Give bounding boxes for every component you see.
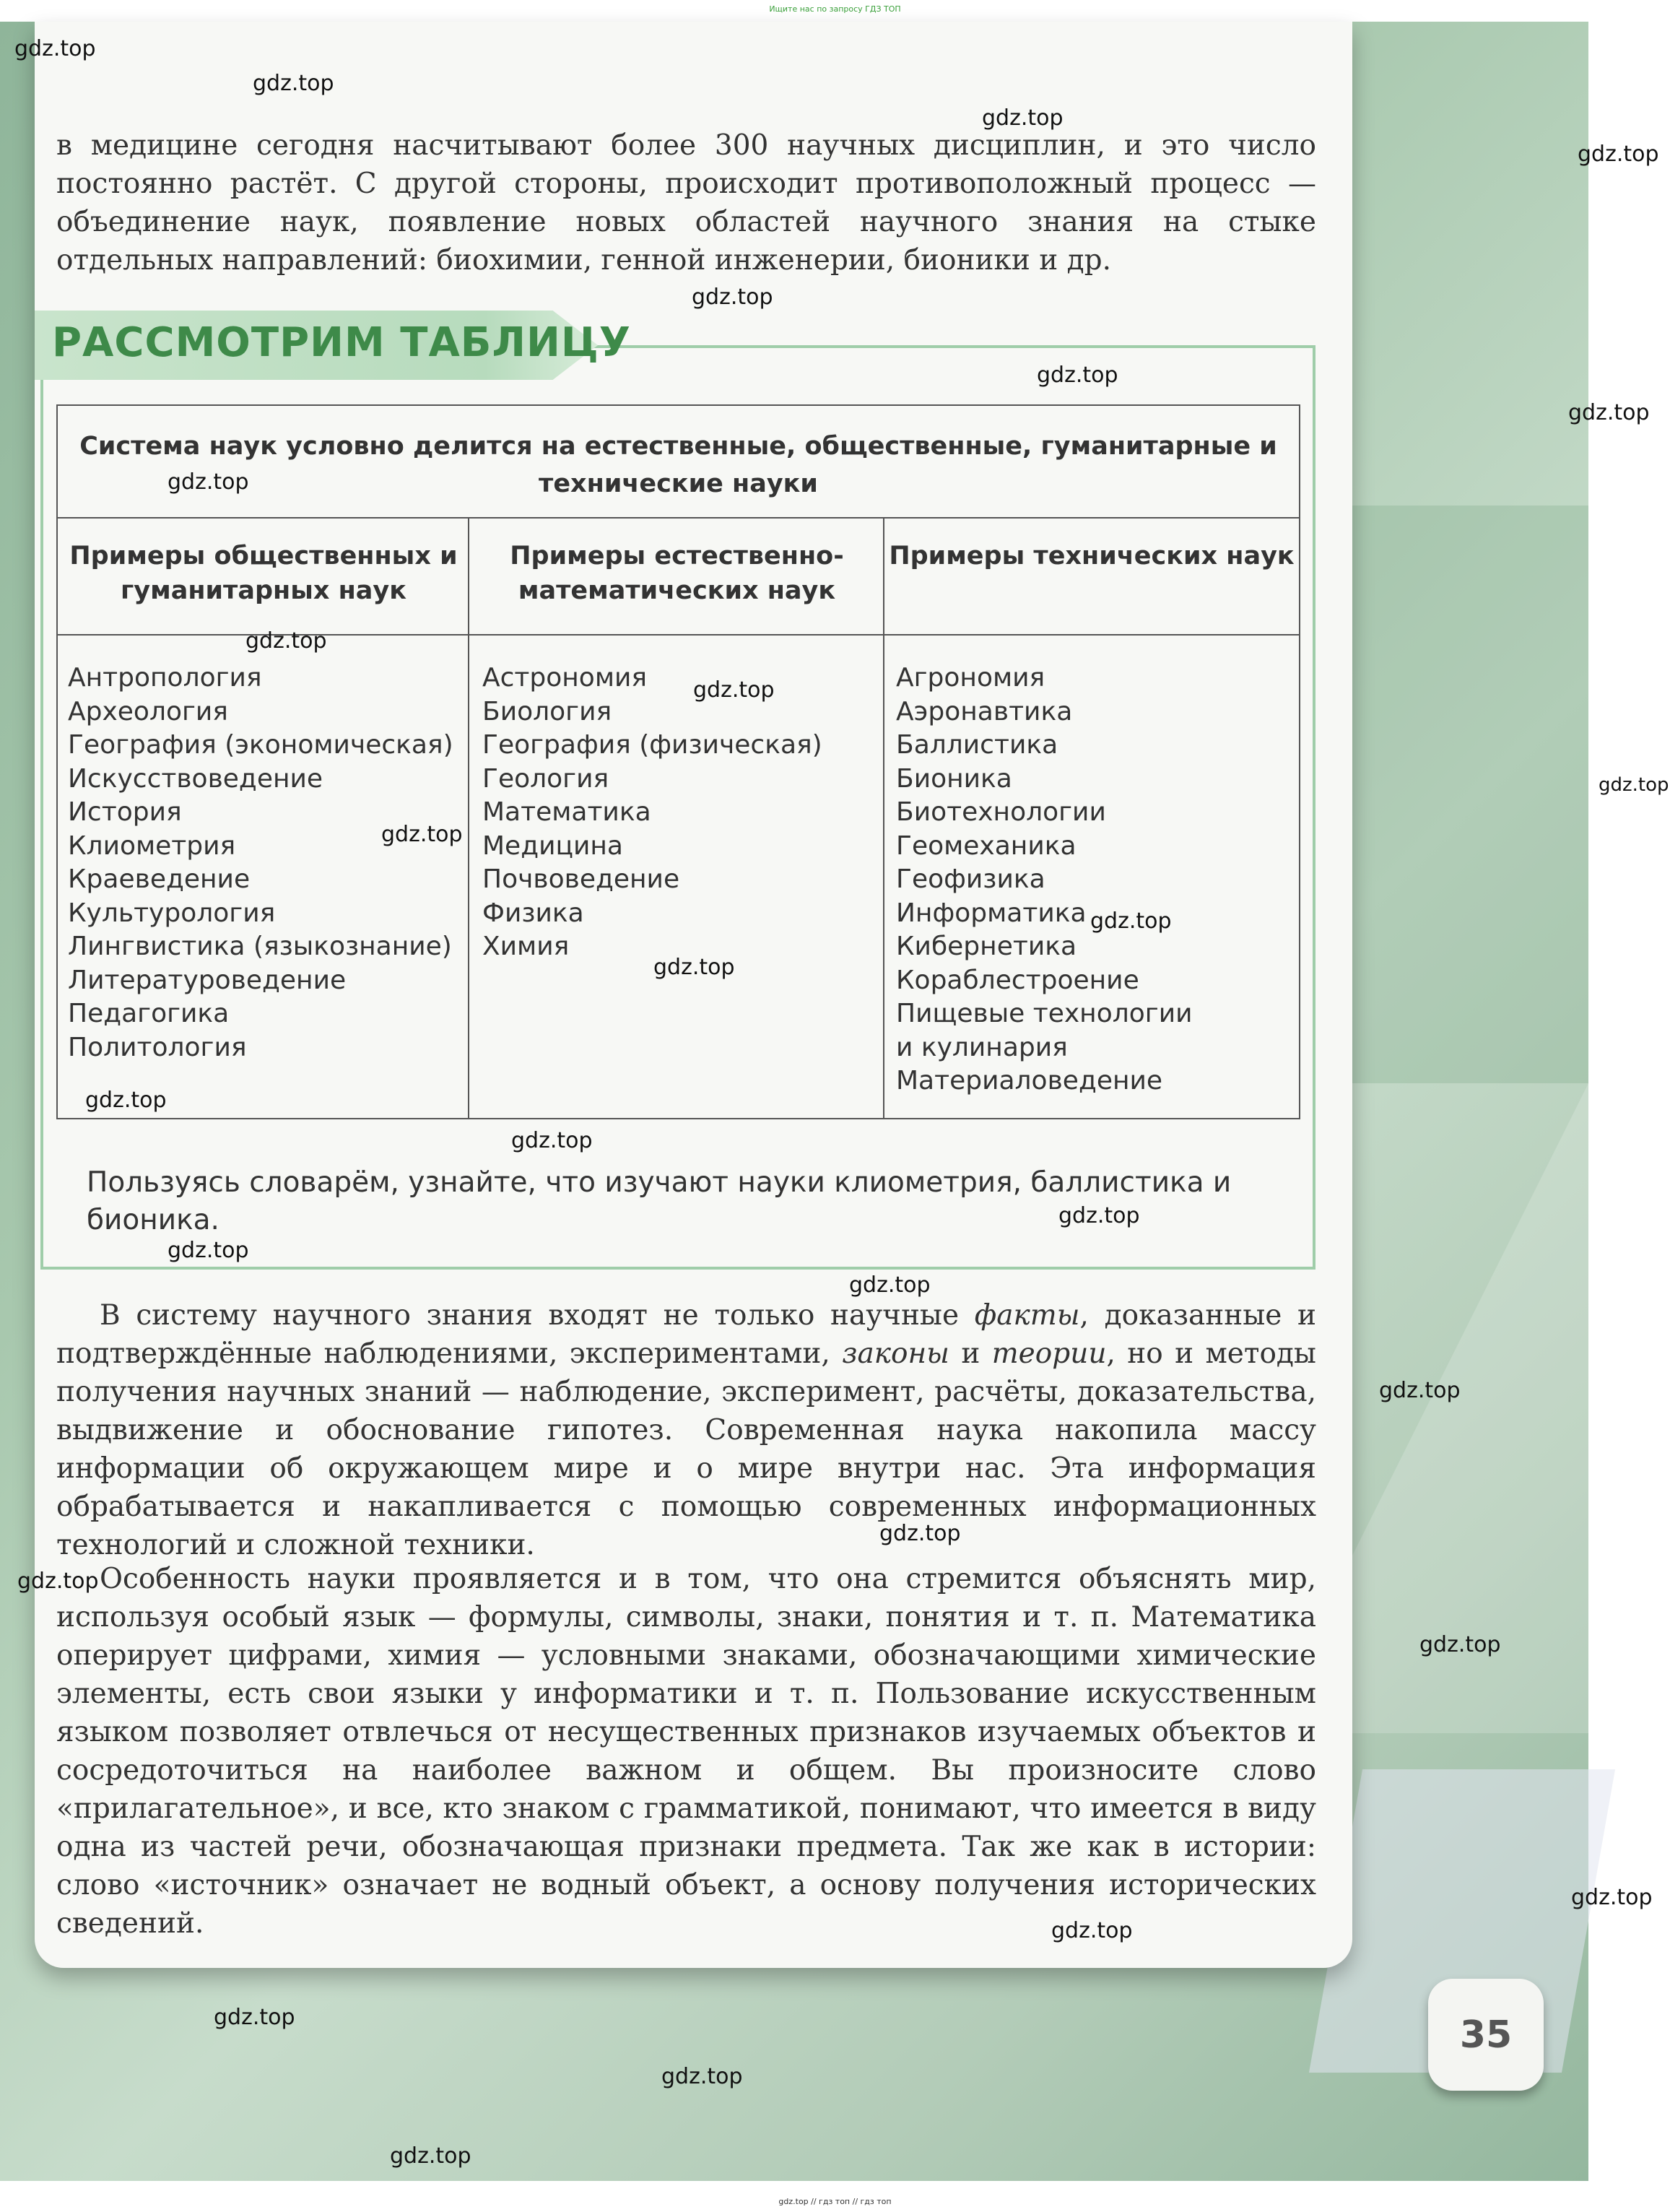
science-item: Баллистика xyxy=(896,730,1058,760)
column-header-social-humanities: Примеры общественных и гуманитарных наук xyxy=(58,519,469,636)
watermark: gdz.top xyxy=(1037,363,1118,388)
paragraph-science-knowledge xyxy=(56,1296,1316,1564)
watermark: gdz.top xyxy=(1090,908,1172,934)
science-item: Информатика xyxy=(896,898,1087,928)
science-list xyxy=(896,662,1299,1098)
watermark: gdz.top xyxy=(692,285,773,310)
watermark: gdz.top xyxy=(381,822,463,847)
table-header: Система наук условно делится на естественные, общественные, гуманитарные и технические науки xyxy=(58,406,1299,519)
watermark: gdz.top xyxy=(214,2005,295,2030)
science-item: География (физическая) xyxy=(482,730,822,760)
science-item: Клиометрия xyxy=(68,830,236,861)
watermark: gdz.top xyxy=(661,2064,743,2089)
watermark: gdz.top xyxy=(168,469,249,495)
science-item: Бионика xyxy=(896,763,1012,794)
science-list xyxy=(482,662,883,964)
science-item: Математика xyxy=(482,797,651,827)
science-item: Физика xyxy=(482,898,584,928)
watermark: gdz.top xyxy=(1568,400,1650,425)
science-item: Кораблестроение xyxy=(896,965,1139,995)
watermark: gdz.top xyxy=(511,1128,593,1153)
science-item: Аэронавтика xyxy=(896,696,1073,727)
watermark: gdz.top xyxy=(253,71,334,96)
term-laws: законы xyxy=(842,1337,949,1370)
task-text: Пользуясь словарём, узнайте, что изучают науки клиометрия, баллистика и бионика. xyxy=(87,1166,1232,1236)
science-item: История xyxy=(68,797,182,827)
watermark: gdz.top xyxy=(1379,1378,1461,1403)
science-item: Биология xyxy=(482,696,612,727)
science-item: Культурология xyxy=(68,898,276,928)
science-item: Кибернетика xyxy=(896,932,1077,961)
science-item: Политология xyxy=(68,1032,247,1062)
column-technical xyxy=(884,636,1299,1118)
watermark: gdz.top xyxy=(1051,1918,1133,1943)
sciences-table xyxy=(56,404,1300,1119)
term-theories: теории xyxy=(991,1337,1107,1370)
science-item: Краеведение xyxy=(68,864,251,894)
watermark: gdz.top xyxy=(1058,1203,1140,1228)
science-item: Медицина xyxy=(482,830,623,861)
science-item: Геология xyxy=(482,763,609,794)
watermark: gdz.top xyxy=(245,628,327,654)
science-item: Агрономия xyxy=(896,663,1045,693)
watermark: gdz.top xyxy=(17,1569,99,1594)
top-notice[interactable]: Ищите нас по запросу ГДЗ ТОП xyxy=(769,4,901,14)
column-social-humanities xyxy=(58,636,468,1118)
paragraph-science-language xyxy=(56,1560,1316,1943)
science-item: Почвоведение xyxy=(482,864,680,894)
science-item: Химия xyxy=(482,932,570,961)
science-item: Педагогика xyxy=(68,999,230,1028)
para-text: и xyxy=(949,1337,992,1370)
watermark: gdz.top xyxy=(1419,1632,1501,1657)
watermark: gdz.top xyxy=(1571,1885,1653,1910)
watermark: gdz.top xyxy=(14,36,96,61)
column-header-technical: Примеры технических наук xyxy=(884,519,1299,636)
science-item: Астрономия xyxy=(482,663,648,693)
watermark: gdz.top xyxy=(1599,774,1669,796)
science-item: Археология xyxy=(68,696,228,727)
science-item: Искусствоведение xyxy=(68,763,323,794)
watermark: gdz.top xyxy=(879,1521,961,1546)
column-header-natural-math: Примеры естественно-математических наук xyxy=(469,519,884,636)
watermark: gdz.top xyxy=(653,955,735,980)
page-number: 35 xyxy=(1459,2013,1513,2057)
intro-paragraph: в медицине сегодня насчитывают более 300 научных дисциплин, и это число постоянно растёт. С другой стороны, происходит противоположный процесс — объединение наук, появление новых областей научного знания на стыке отдельных направлений: биохимии, генной инженерии, бионики и др. xyxy=(56,129,1316,277)
science-item: География (экономическая) xyxy=(68,730,453,760)
section-title: РАССМОТРИМ ТАБЛИЦУ xyxy=(52,319,631,366)
watermark: gdz.top xyxy=(693,677,775,703)
background-facet xyxy=(1336,506,1588,1083)
science-item: Материаловедение xyxy=(896,1066,1163,1096)
watermark: gdz.top xyxy=(849,1272,931,1298)
bottom-notice[interactable]: gdz.top // гдз топ // гдз топ xyxy=(778,2197,892,2206)
watermark: gdz.top xyxy=(390,2143,471,2169)
para-text: В систему научного знания входят не только научные xyxy=(100,1299,975,1332)
science-item: Геофизика xyxy=(896,864,1045,894)
science-item: Лингвистика (языкознание) xyxy=(68,932,452,961)
watermark: gdz.top xyxy=(982,105,1064,131)
column-natural-math xyxy=(469,636,883,1118)
science-item: Геомеханика xyxy=(896,830,1077,861)
science-item: Пищевые технологии xyxy=(896,999,1193,1028)
watermark: gdz.top xyxy=(168,1238,249,1263)
term-facts: факты xyxy=(974,1299,1080,1332)
science-item: Литературоведение xyxy=(68,965,347,995)
science-list xyxy=(68,662,468,1064)
science-item: Антропология xyxy=(68,663,262,693)
science-item: Биотехнологии xyxy=(896,797,1106,827)
watermark: gdz.top xyxy=(85,1088,167,1113)
para-text: Особенность науки проявляется и в том, что она стремится объяснять мир, используя особый язык — формулы, символы, знаки, понятия и т. п. Математика оперирует цифрами, химия — условными знаками, обозначающими химические элементы, есть свои языки у информатики и т. п. Пользование искусственным языком позволяет отвлечься от несущественных признаков изучаемых объектов и сосредоточиться на наиболее важном и общем. Вы произносите слово «прилагательное», и все, кто знаком с грамматикой, понимают, что имеется в виду одна из частей речи, обозначающая признаки предмета. Так же как в истории: слово «источник» означает не водный объект, а основу получения исторических сведений. xyxy=(56,1563,1316,1940)
science-item: и кулинария xyxy=(896,1032,1068,1062)
watermark: gdz.top xyxy=(1578,142,1659,167)
para-text: , доказанные и подтверждённые наблюдениями, экспериментами, xyxy=(56,1299,1316,1370)
para-text: , но и методы получения научных знаний — наблюдение, эксперимент, расчёты, доказательства, выдвижение и обоснование гипотез. Современная наука накопила массу информации об окружающем мире и о мире внутри нас. Эта информация обрабатывается и накапливается с помощью современных информационных технологий и сложной техники. xyxy=(56,1337,1316,1561)
